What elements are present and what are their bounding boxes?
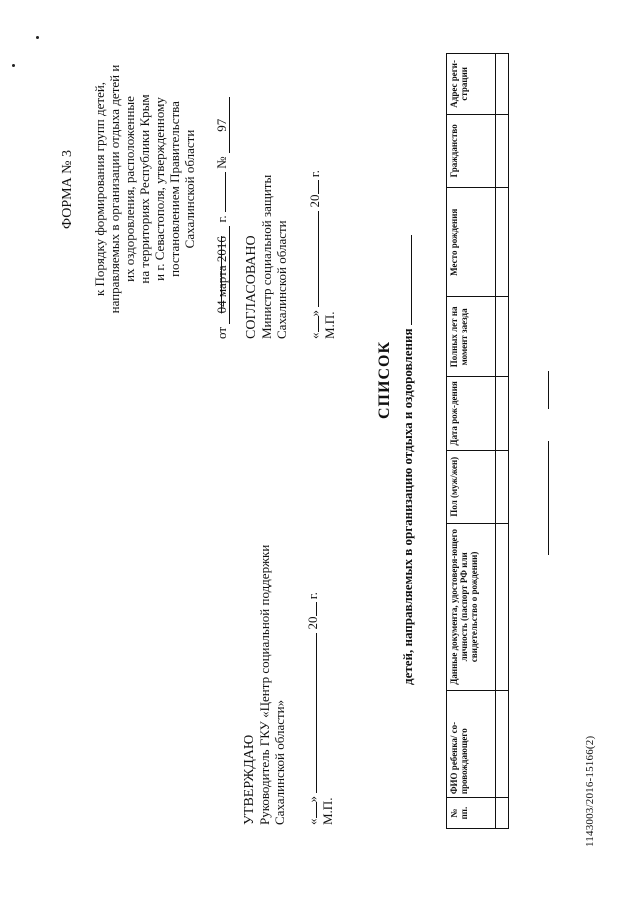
column-header: Дата рож-дения <box>447 377 496 450</box>
agreed-block <box>244 170 337 339</box>
table-cell[interactable] <box>496 450 509 523</box>
month-blank <box>318 211 319 307</box>
date-suffix: г. <box>214 215 229 223</box>
year-prefix: 20 <box>305 616 320 630</box>
table-cell[interactable] <box>496 690 509 797</box>
date-prefix: от <box>214 326 229 339</box>
appendix-date-row <box>214 9 230 339</box>
date-value: 04 марта 2016 <box>214 226 230 324</box>
agreed-seal: М.П. <box>322 311 337 339</box>
column-header: Место рождения <box>447 188 496 297</box>
signature-line <box>548 371 549 409</box>
appendix-line: на территориях Республики Крым <box>137 94 152 284</box>
month-blank <box>316 633 317 793</box>
speck <box>36 36 39 39</box>
approved-line: Сахалинской области» <box>272 699 287 825</box>
appendix-line: и г. Севастополя, утвержденному <box>152 97 167 281</box>
table-cell[interactable] <box>496 798 509 829</box>
column-header: ФИО ребенка/ со-провождающего <box>447 690 496 797</box>
quote-close: » <box>307 310 322 317</box>
children-table <box>446 53 509 829</box>
speck <box>12 64 15 67</box>
year-suffix: г. <box>307 170 322 178</box>
column-header: Полных лет на момент заезда <box>447 297 496 377</box>
date-blank <box>225 172 226 212</box>
appendix-line: Сахалинской области <box>182 129 197 249</box>
agreed-line: Сахалинской области <box>274 220 289 339</box>
column-header: Пол (муж/жен) <box>447 450 496 523</box>
organization-blank <box>411 235 412 325</box>
column-header: № пп. <box>447 798 496 829</box>
column-header: Гражданство <box>447 114 496 187</box>
approved-seal: М.П. <box>320 797 335 825</box>
table-cell[interactable] <box>496 297 509 377</box>
list-subheading: детей, направляемых в организацию отдыха и оздоровления <box>400 328 415 685</box>
year-suffix: г. <box>305 592 320 600</box>
number-label: № <box>214 156 229 169</box>
appendix-line: направляемых в организации отдыха детей и <box>107 64 122 314</box>
signature-line <box>548 441 549 555</box>
quote-open: « <box>307 332 322 339</box>
day-blank <box>316 803 317 819</box>
year-blank <box>318 181 319 195</box>
table-header-row <box>447 54 496 829</box>
year-prefix: 20 <box>307 194 322 208</box>
list-heading: СПИСОК <box>376 340 393 419</box>
quote-close: » <box>305 796 320 803</box>
table-cell[interactable] <box>496 114 509 187</box>
approved-date-row <box>305 545 320 825</box>
form-title: ФОРМА № 3 <box>60 149 75 229</box>
table-cell[interactable] <box>496 377 509 450</box>
agreed-title: СОГЛАСОВАНО <box>244 235 259 339</box>
column-header: Адрес реги-страции <box>447 54 496 115</box>
day-blank <box>318 317 319 333</box>
table-row <box>496 54 509 829</box>
approved-line: Руководитель ГКУ «Центр социальной поддержки <box>257 544 272 825</box>
appendix-line: их оздоровления, расположенные <box>122 96 137 282</box>
list-subheading-row <box>400 235 416 685</box>
quote-open: « <box>305 818 320 825</box>
footer-code: 1143003/2016-15166(2) <box>584 735 596 847</box>
appendix-line: к Порядку формирования групп детей, <box>92 81 107 297</box>
number-value: 97 <box>214 97 230 153</box>
appendix-line: постановлением Правительства <box>167 101 182 277</box>
column-header: Данные документа, удостоверя-ющего личность (паспорт РФ или свидетельство о рождении) <box>447 523 496 690</box>
year-blank <box>316 603 317 617</box>
table-cell[interactable] <box>496 523 509 690</box>
table-cell[interactable] <box>496 188 509 297</box>
table-cell[interactable] <box>496 54 509 115</box>
agreed-date-row <box>307 170 322 339</box>
appendix-block <box>92 39 197 339</box>
approved-block <box>242 545 335 825</box>
approved-title: УТВЕРЖДАЮ <box>242 734 257 825</box>
agreed-line: Министр социальной защиты <box>259 174 274 339</box>
